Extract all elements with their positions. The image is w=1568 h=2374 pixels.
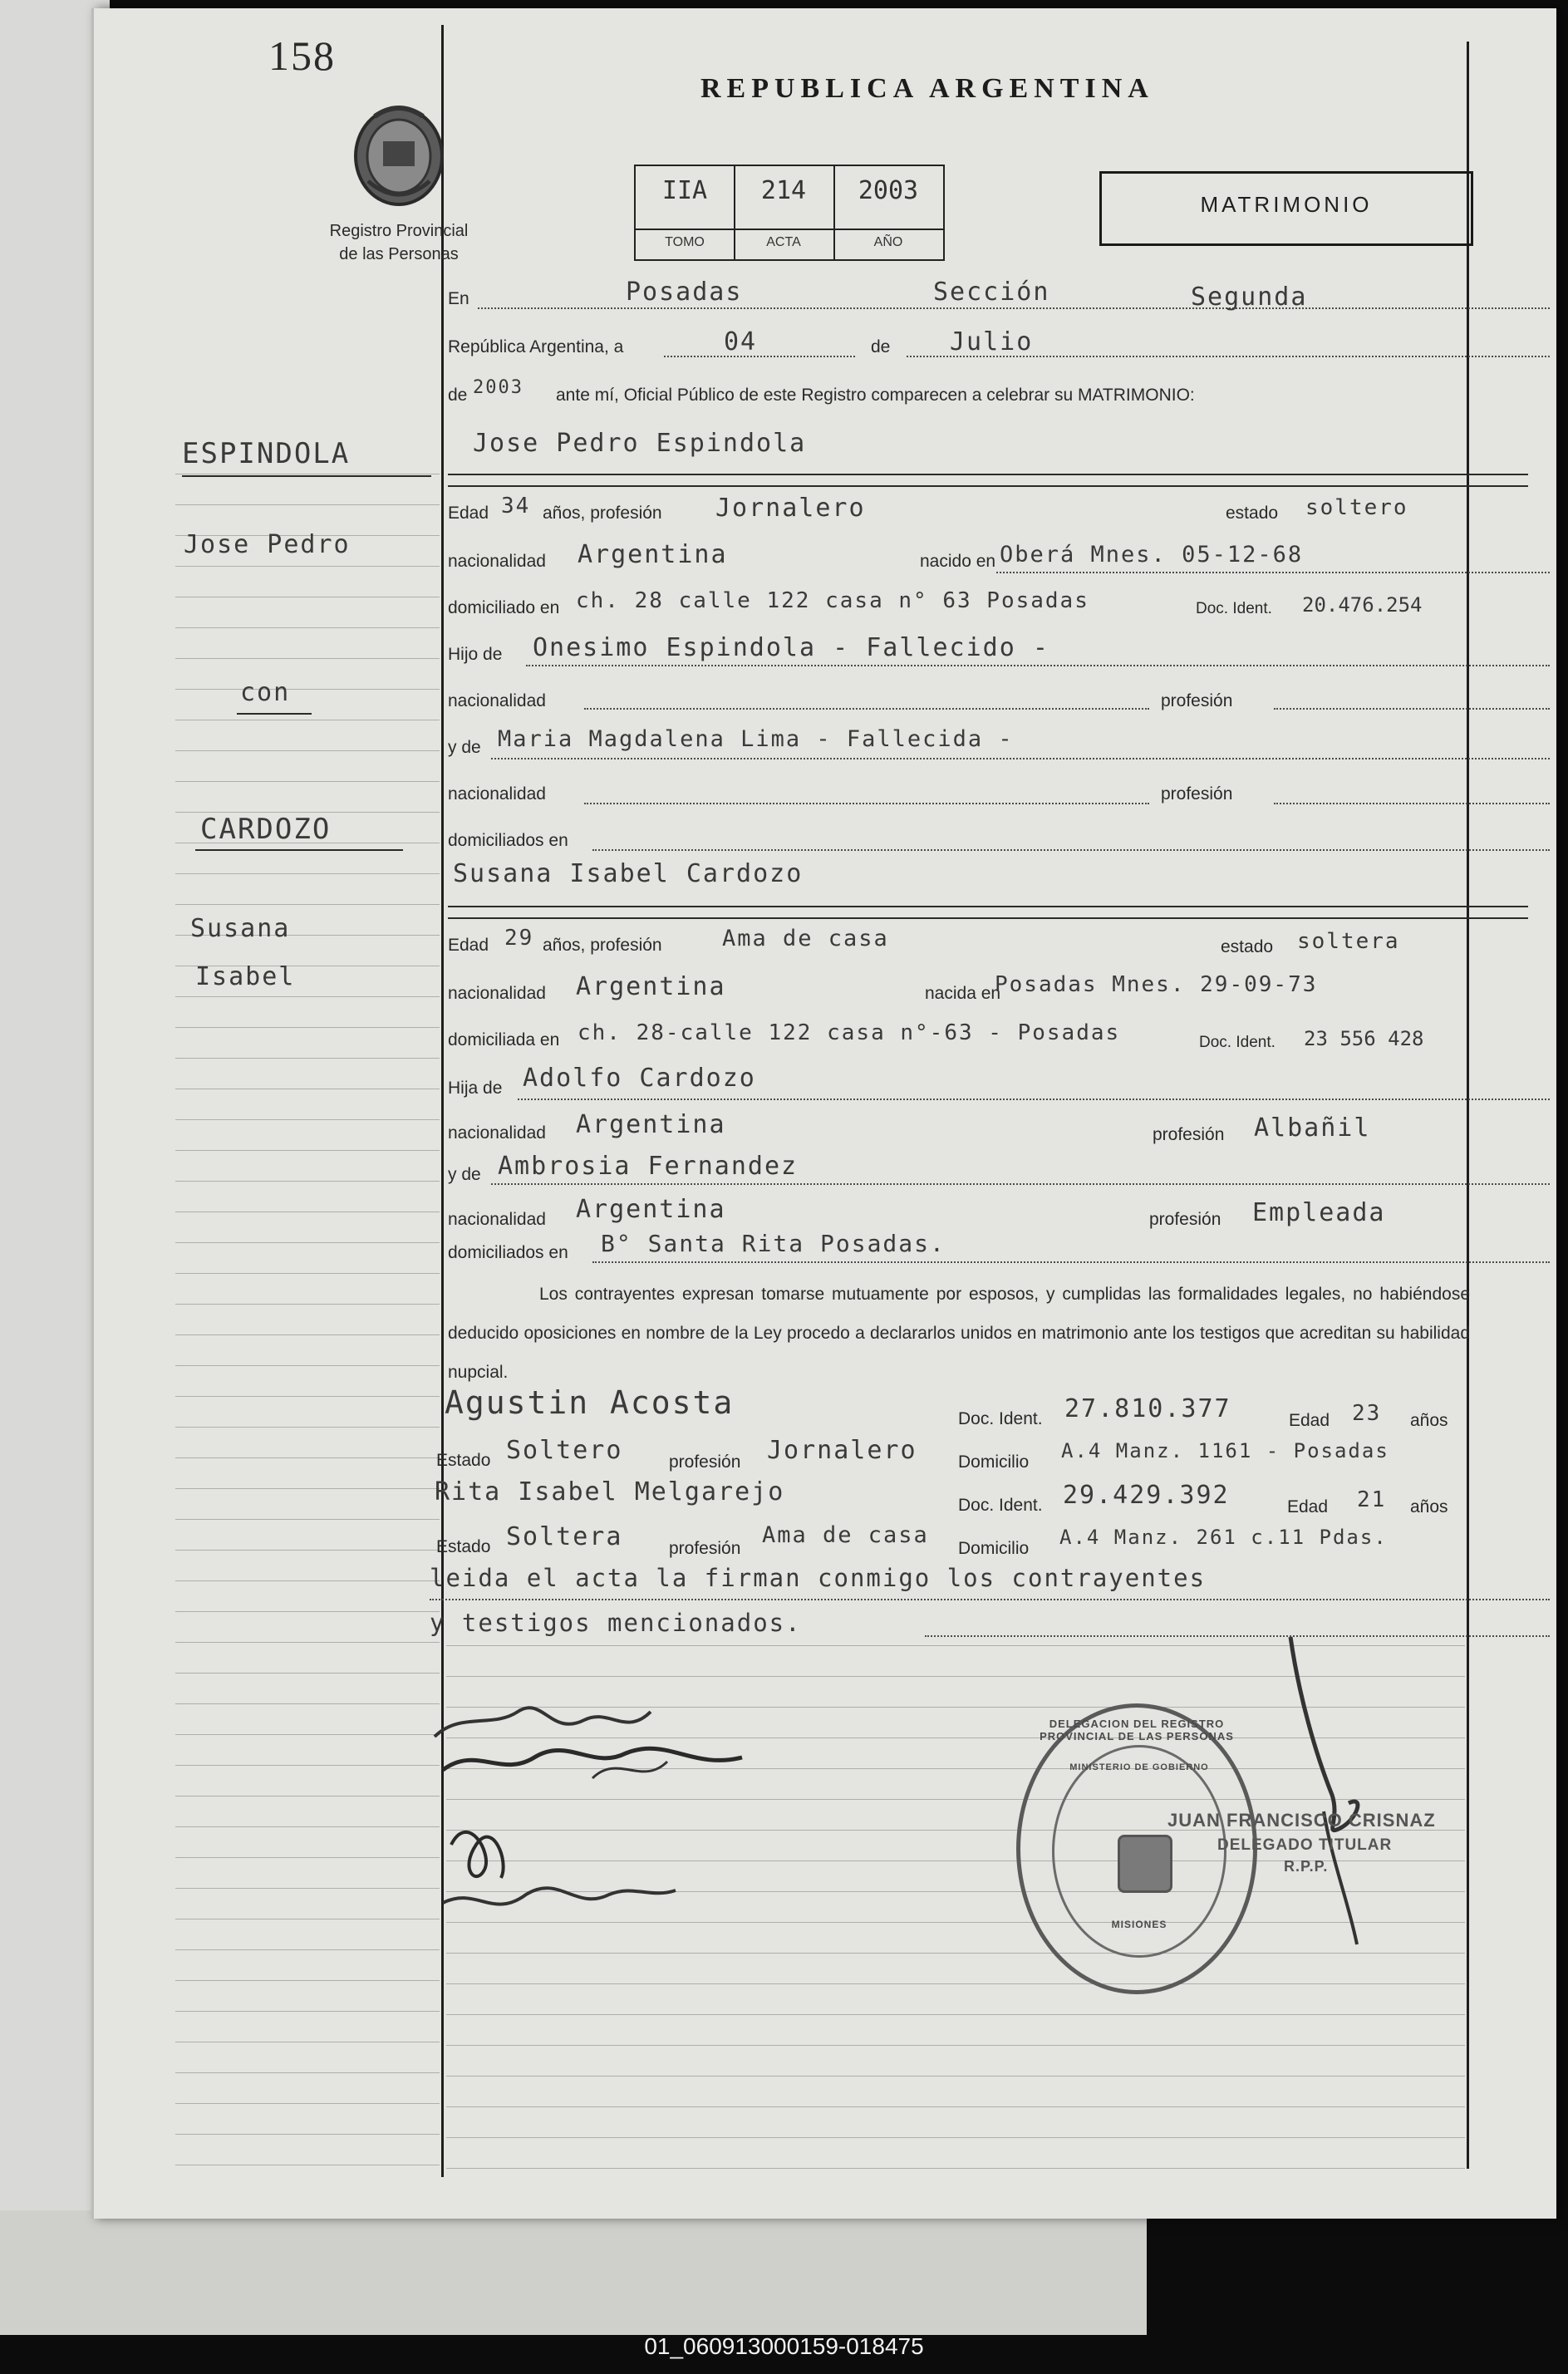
bride-edad-label: Edad [448,936,489,955]
coat-of-arms-icon [350,98,448,208]
closing-line-1: leida el acta la firman conmigo los contrayentes [430,1564,1207,1592]
witness1-profesion-value: Jornalero [767,1436,917,1465]
de-label: de [871,337,891,356]
registry-name-line2: de las Personas [339,245,459,263]
groom-profesion-label: años, profesión [543,504,662,523]
record-type-box [1099,171,1473,246]
groom-domicilio-value: ch. 28 calle 122 casa n° 63 Posadas [576,588,1089,613]
groom-nacido-value: Oberá Mnes. 05-12-68 [1000,542,1304,568]
year-value: 2003 [473,377,523,398]
body-rule [446,2137,1465,2138]
seal-region: MISIONES [1111,1919,1167,1930]
bride-yde-label: y de [448,1165,481,1184]
de-year-label: de [448,386,468,405]
witness2-domicilio-value: A.4 Manz. 261 c.11 Pdas. [1059,1526,1388,1549]
bride-estado-value: soltera [1297,929,1400,954]
register-sheet [91,8,1556,2219]
margin-rule [175,1427,440,1428]
witness2-profesion-value: Ama de casa [762,1522,929,1548]
section-number: Segunda [1191,283,1308,312]
officer-signature-icon [1274,1629,1382,1961]
margin-bride-surname: CARDOZO [200,813,332,846]
margin-rule [175,627,440,628]
groom-mother-value: Maria Magdalena Lima - Fallecida - [498,726,1014,752]
bride-nacida-value: Posadas Mnes. 29-09-73 [995,972,1318,997]
witness2-name: Rita Isabel Melgarejo [435,1477,785,1506]
bride-full-name: Susana Isabel Cardozo [453,859,804,888]
witness1-domicilio-label: Domicilio [958,1452,1030,1472]
groom-edad-label: Edad [448,504,489,523]
body-rule [446,2168,1465,2169]
bride-father-prof-label: profesión [1153,1125,1225,1144]
margin-connector: con [240,678,291,707]
bride-parents-dom-value: B° Santa Rita Posadas. [601,1230,946,1257]
witness1-doc-value: 27.810.377 [1064,1394,1231,1423]
groom-profesion-value: Jornalero [715,494,866,523]
record-type: MATRIMONIO [1200,192,1373,217]
body-rule [446,2045,1465,2046]
margin-rule [175,2103,440,2104]
margin-rule [175,1580,440,1581]
groom-estado-label: estado [1226,504,1279,523]
margin-rule [175,1488,440,1489]
officer-role: DELEGADO TITULAR [1217,1836,1393,1854]
margin-rule [175,1119,440,1120]
bride-parents-dom-label: domiciliados en [448,1243,568,1262]
margin-rule [175,750,440,751]
margin-rule [175,1365,440,1366]
signatures-icon [426,1679,858,1961]
witness1-edad-value: 23 [1352,1401,1382,1426]
country-title: REPUBLICA ARGENTINA [700,73,1154,104]
seal-inner-text: MINISTERIO DE GOBIERNO [1069,1762,1209,1772]
margin-rule [175,1550,440,1551]
margin-groom-surname: ESPINDOLA [182,437,351,470]
margin-rule [175,658,440,659]
groom-nacionalidad-value: Argentina [578,540,728,569]
registry-name-line1: Registro Provincial [329,222,469,240]
margin-rule [175,1980,440,1981]
bride-father-nac-value: Argentina [576,1110,726,1139]
margin-rule [175,1703,440,1704]
margin-rule [175,1242,440,1243]
place-value: Posadas [626,278,743,307]
bride-mother-prof-label: profesión [1149,1210,1221,1229]
body-rule [446,2106,1465,2107]
margin-rule [175,2134,440,2135]
witness1-doc-label: Doc. Ident. [958,1409,1043,1428]
margin-rule [175,1334,440,1335]
margin-rule [175,1888,440,1889]
groom-mother-nac-label: nacionalidad [448,784,546,804]
margin-rule [175,1765,440,1766]
bride-nacionalidad-label: nacionalidad [448,984,546,1003]
witness1-estado-value: Soltero [506,1436,623,1465]
body-rule [446,1983,1465,1984]
bride-edad-value: 29 [504,926,534,951]
margin-rule [175,1642,440,1643]
section-value: Sección [933,278,1050,307]
margin-rule [175,781,440,782]
groom-full-name: Jose Pedro Espindola [473,429,807,458]
bride-nacida-label: nacida en [925,984,1001,1003]
margin-rule [175,1857,440,1858]
bride-estado-label: estado [1221,937,1274,956]
anio-label: AÑO [873,235,903,249]
margin-rule [175,1304,440,1305]
witness2-doc-value: 29.429.392 [1063,1481,1230,1510]
witness2-estado-label: Estado [436,1537,491,1556]
witness2-estado-value: Soltera [506,1522,623,1551]
seal-outer-text: DELEGACION DEL REGISTRO PROVINCIAL DE LAS PERSONAS [1040,1718,1234,1742]
acta-label: ACTA [766,235,801,249]
margin-rule [175,996,440,997]
margin-rule [175,1949,440,1950]
en-label: En [448,289,469,308]
witness2-profesion-label: profesión [669,1539,741,1558]
margin-rule [175,904,440,905]
witness1-anos-label: años [1410,1411,1448,1430]
bride-nacionalidad-value: Argentina [576,972,726,1001]
bride-father-nac-label: nacionalidad [448,1123,546,1143]
bride-profesion-label: años, profesión [543,936,662,955]
witness2-edad-value: 21 [1357,1487,1387,1512]
bride-father-value: Adolfo Cardozo [523,1064,756,1093]
declaration-text: Los contrayentes expresan tomarse mutuamente por esposos, y cumplidas las formalidades legales, no habiéndose deducido oposiciones en nombre de la Ley procedo a declararlos unidos en matrimonio ante los testigos que acreditan su habilidad nupcial. [448,1285,1470,1382]
groom-hijo-label: Hijo de [448,645,503,664]
witness2-doc-label: Doc. Ident. [958,1496,1043,1515]
tomo-value: IIA [661,176,708,205]
margin-bride-given-2: Isabel [195,962,296,991]
groom-doc-value: 20.476.254 [1302,593,1423,617]
margin-rule [175,873,440,874]
groom-parents-dom-label: domiciliados en [448,831,568,850]
margin-rule [175,1058,440,1059]
underlying-sheet [0,2210,1147,2335]
witness2-edad-label: Edad [1287,1497,1329,1516]
bride-father-prof-value: Albañil [1254,1113,1371,1143]
acta-cell [734,166,835,259]
margin-rule [175,1027,440,1028]
witness1-estado-label: Estado [436,1451,491,1470]
seal-emblem-icon [1118,1835,1172,1893]
witness2-anos-label: años [1410,1497,1448,1516]
margin-rule [175,1273,440,1274]
closing-line-2: y testigos mencionados. [430,1609,802,1637]
margin-rule [175,1826,440,1827]
margin-bride-given-1: Susana [190,914,291,943]
anio-cell [833,166,943,259]
margin-rule [175,1396,440,1397]
margin-rule [175,1150,440,1151]
bride-doc-label: Doc. Ident. [1199,1034,1276,1051]
margin-rule [175,1673,440,1674]
bride-domicilio-value: ch. 28-calle 122 casa n°-63 - Posadas [578,1020,1121,1045]
groom-nacido-label: nacido en [920,552,996,571]
witness1-edad-label: Edad [1289,1411,1330,1430]
groom-nacionalidad-label: nacionalidad [448,552,546,571]
intro-tail: ante mí, Oficial Público de este Registro comparecen a celebrar su MATRIMONIO: [556,386,1195,405]
margin-groom-given: Jose Pedro [184,530,351,559]
groom-estado-value: soltero [1305,495,1408,520]
bride-mother-nac-label: nacionalidad [448,1210,546,1229]
document-code: 01_060913000159-018475 [644,2333,924,2359]
bride-mother-nac-value: Argentina [576,1195,726,1224]
margin-rule [175,566,440,567]
republica-label: República Argentina, a [448,337,624,356]
day-value: 04 [724,327,758,356]
margin-rule [175,1734,440,1735]
acta-value: 214 [760,176,807,205]
bride-mother-prof-value: Empleada [1252,1198,1386,1227]
margin-rule [175,689,440,690]
bride-doc-value: 23 556 428 [1304,1027,1424,1050]
groom-edad-value: 34 [501,494,531,519]
witness1-name: Agustin Acosta [445,1384,735,1421]
margin-rule [175,2072,440,2073]
groom-father-value: Onesimo Espindola - Fallecido - [533,633,1049,662]
body-rule [446,2076,1465,2077]
witness1-domicilio-value: A.4 Manz. 1161 - Posadas [1061,1439,1389,1462]
witness2-domicilio-label: Domicilio [958,1539,1030,1558]
page-number: 158 [268,32,336,79]
witness1-profesion-label: profesión [669,1452,741,1472]
margin-rule [175,2011,440,2012]
anio-value: 2003 [858,176,919,205]
groom-father-prof-label: profesión [1161,691,1233,710]
groom-yde-label: y de [448,738,481,757]
margin-rule [175,1519,440,1520]
tomo-acta-anio-box [634,165,945,261]
bride-hija-label: Hija de [448,1079,503,1098]
margin-rule [175,504,440,505]
month-value: Julio [950,327,1034,356]
margin-rule [175,1457,440,1458]
bride-profesion-value: Ama de casa [722,926,889,951]
groom-domicilio-label: domiciliado en [448,598,560,617]
groom-mother-prof-label: profesión [1161,784,1233,804]
margin-rule [175,1181,440,1182]
officer-name: JUAN FRANCISCO CRISNAZ [1167,1810,1436,1831]
registry-name [220,219,578,266]
groom-father-nac-label: nacionalidad [448,691,546,710]
officer-org: R.P.P. [1284,1858,1329,1875]
tomo-cell [636,166,735,259]
tomo-label: TOMO [665,235,705,249]
margin-rule [175,1611,440,1612]
groom-doc-label: Doc. Ident. [1196,600,1272,617]
bride-mother-value: Ambrosia Fernandez [498,1152,799,1181]
bride-domicilio-label: domiciliada en [448,1030,560,1049]
right-margin-line [1467,42,1469,2169]
body-rule [446,2014,1465,2015]
